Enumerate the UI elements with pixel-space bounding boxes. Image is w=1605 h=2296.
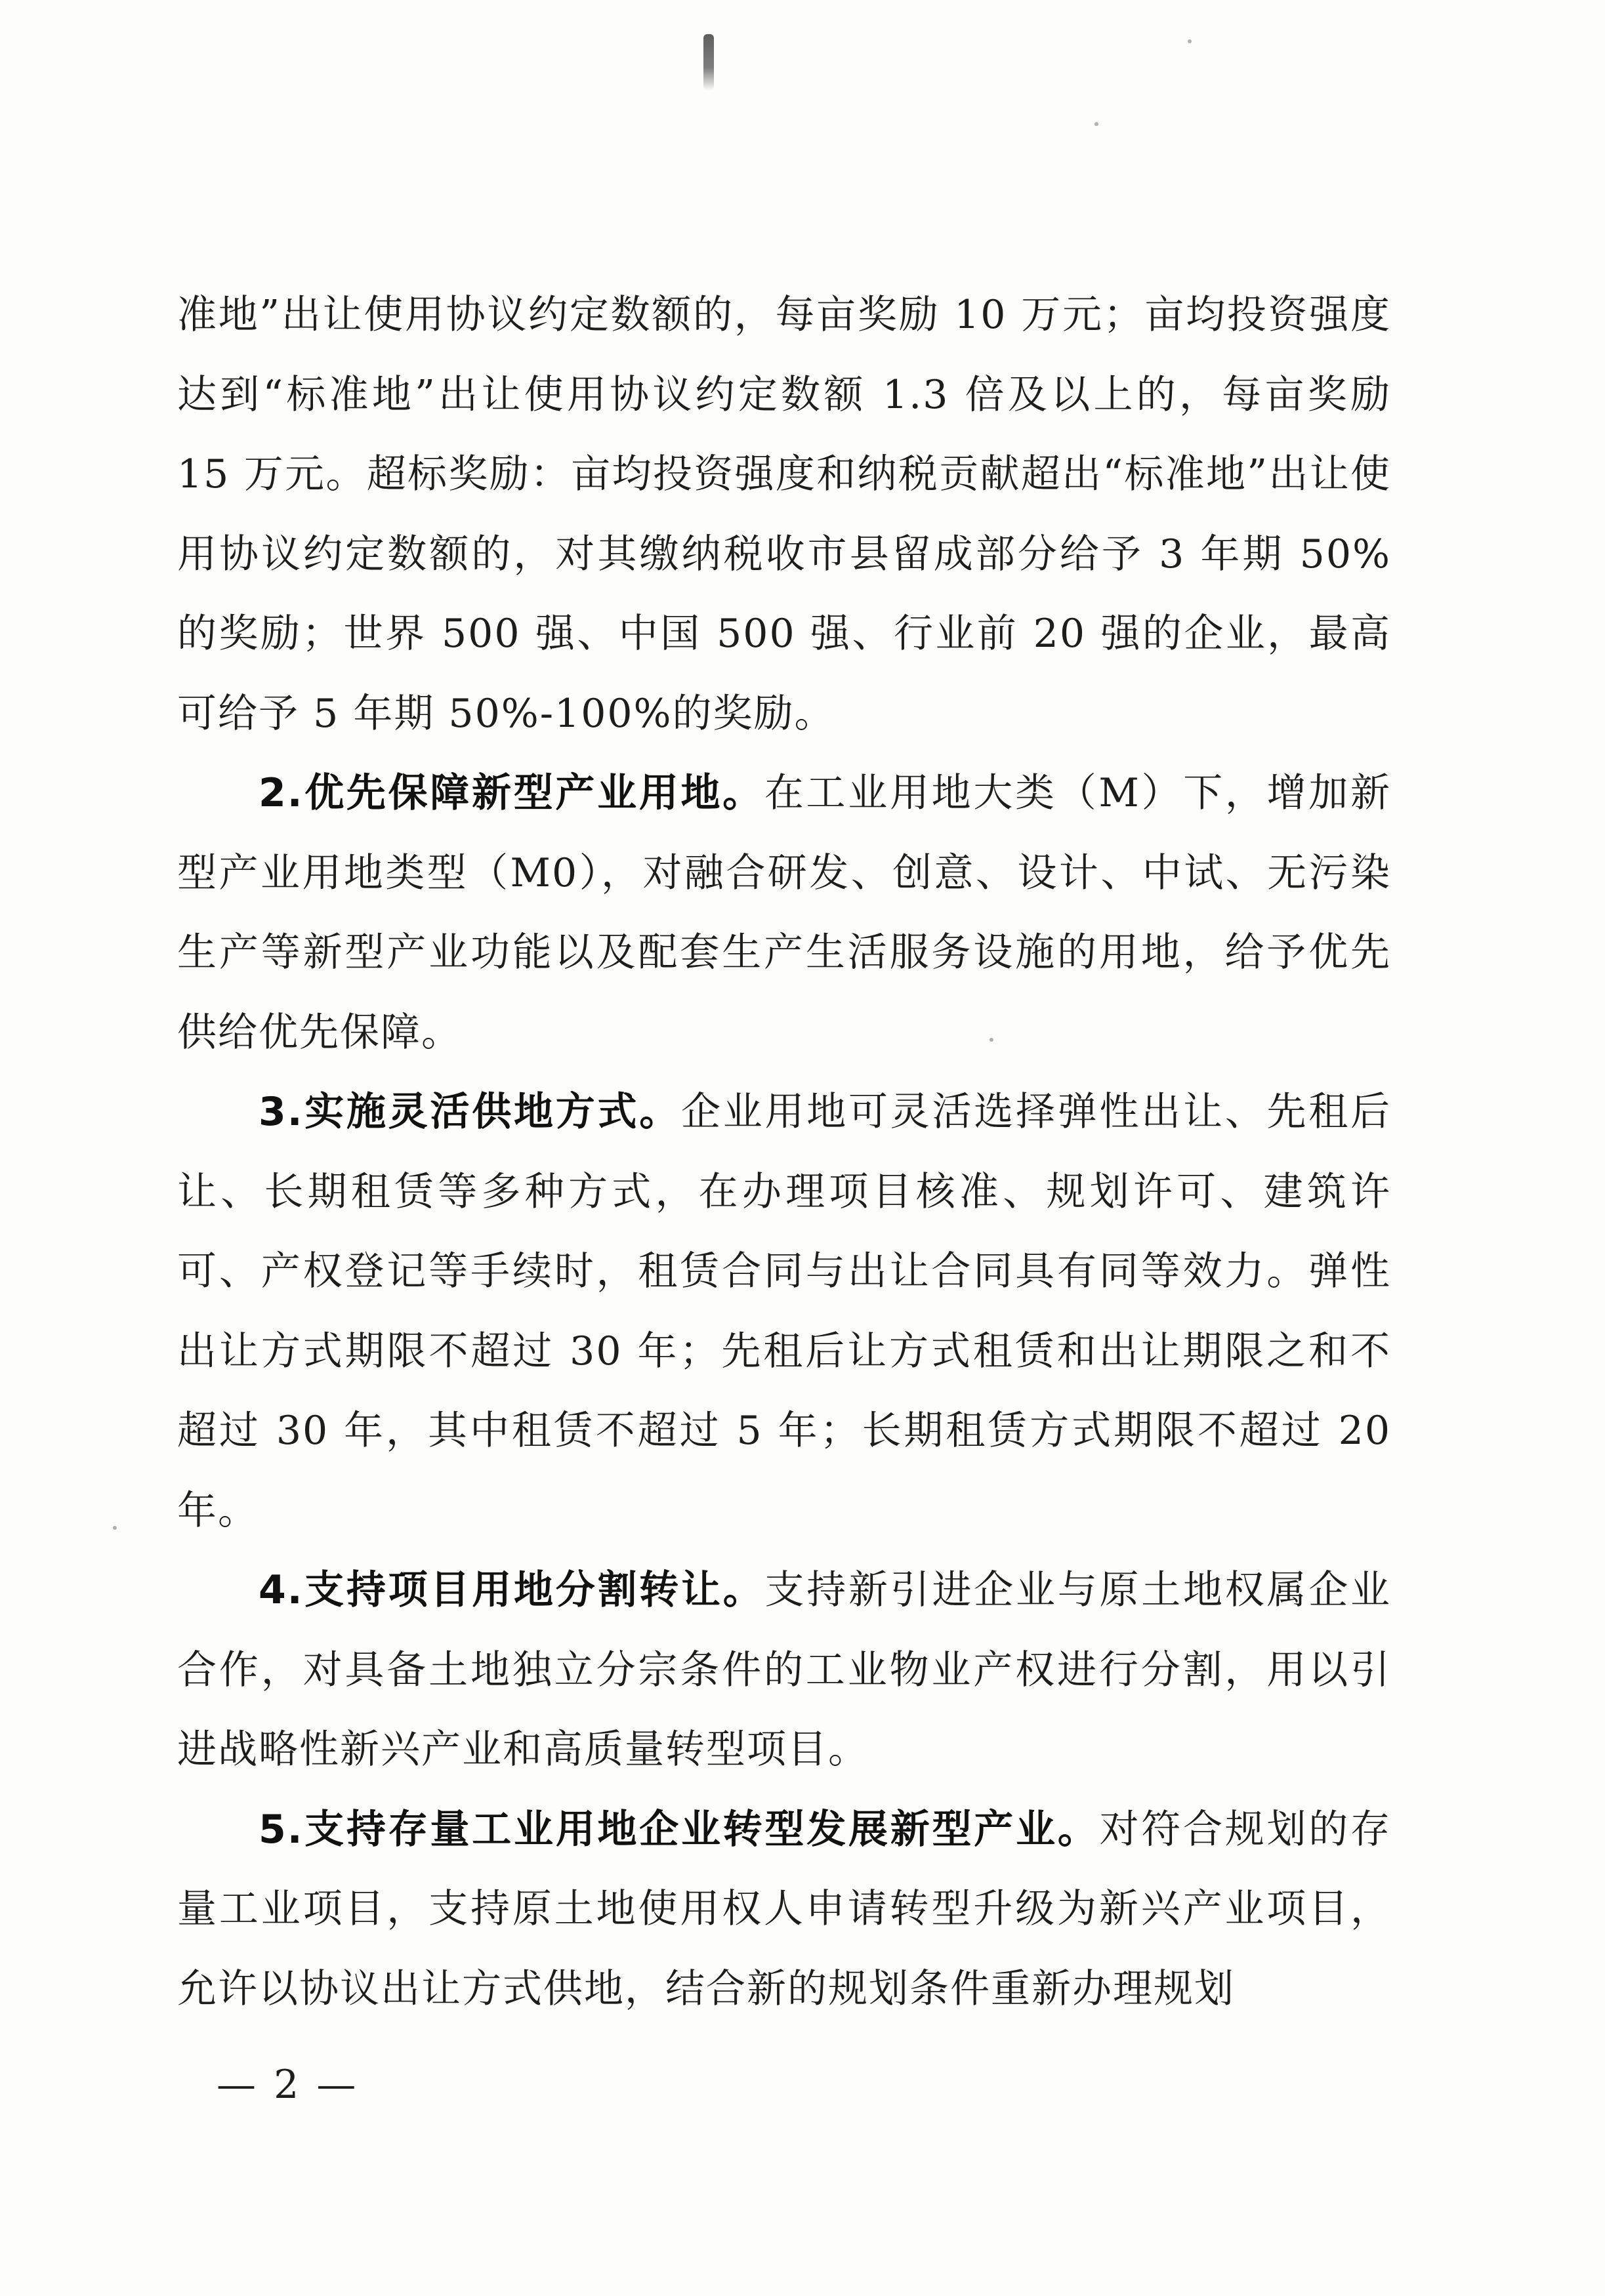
paragraph-text: 支持新引进企业与原土地权属企业合作，对具备土地独立分宗条件的工业物业产权进行分割，用以引进战略性新兴产业和高质量转型项目。 [177, 1567, 1392, 1773]
scan-speck [113, 1526, 117, 1530]
scan-speck [1094, 122, 1098, 126]
paragraph-industrial-land-transformation [177, 1790, 1391, 2030]
paragraph-heading: 4.支持项目用地分割转让。 [259, 1567, 765, 1613]
paragraph-text: 在工业用地大类（M）下，增加新型产业用地类型（M0），对融合研发、创意、设计、中试、无污染生产等新型产业功能以及配套生产生活服务设施的用地，给予优先供给优先保障。 [177, 770, 1391, 1056]
paragraph-flexible-land-supply [177, 1073, 1391, 1551]
paragraph-heading: 5.支持存量工业用地企业转型发展新型产业。 [259, 1806, 1100, 1853]
paragraph-heading: 2.优先保障新型产业用地。 [259, 770, 764, 816]
page-number: — 2 — [217, 2062, 359, 2108]
paragraph-land-split-transfer [177, 1551, 1391, 1790]
paragraph-text: 准地”出让使用协议约定数额的，每亩奖励 10 万元；亩均投资强度达到“标准地”出让使用协议约定数额 1.3 倍及以上的，每亩奖励 15 万元。超标奖励：亩均投资强度和纳税贡献超出“标准地”出让使用协议约定数额的，对其缴纳税收市县留成部分给予 3 年期 50%的奖励；世界 500 强、中国 500 强、行业前 20 强的企业，最高可给予 5 年期 50%-100%的奖励。 [177, 292, 1391, 737]
scan-artifact [703, 34, 714, 91]
paragraph-new-industry-land [177, 754, 1391, 1073]
scan-speck [1188, 39, 1192, 43]
paragraph-heading: 3.实施灵活供地方式。 [259, 1089, 682, 1135]
document-body [177, 276, 1391, 2029]
paragraph-text: 对符合规划的存量工业项目，支持原土地使用权人申请转型升级为新兴产业项目，允许以协议出让方式供地，结合新的规划条件重新办理规划 [177, 1806, 1392, 2012]
paragraph-text: 企业用地可灵活选择弹性出让、先租后让、长期租赁等多种方式，在办理项目核准、规划许可、建筑许可、产权登记等手续时，租赁合同与出让合同具有同等效力。弹性出让方式期限不超过 30 年；先租后让方式租赁和出让期限之和不超过 30 年，其中租赁不超过 5 年；长期租赁方式期限不超过 20 年。 [177, 1089, 1392, 1534]
paragraph-continuation [177, 276, 1391, 754]
